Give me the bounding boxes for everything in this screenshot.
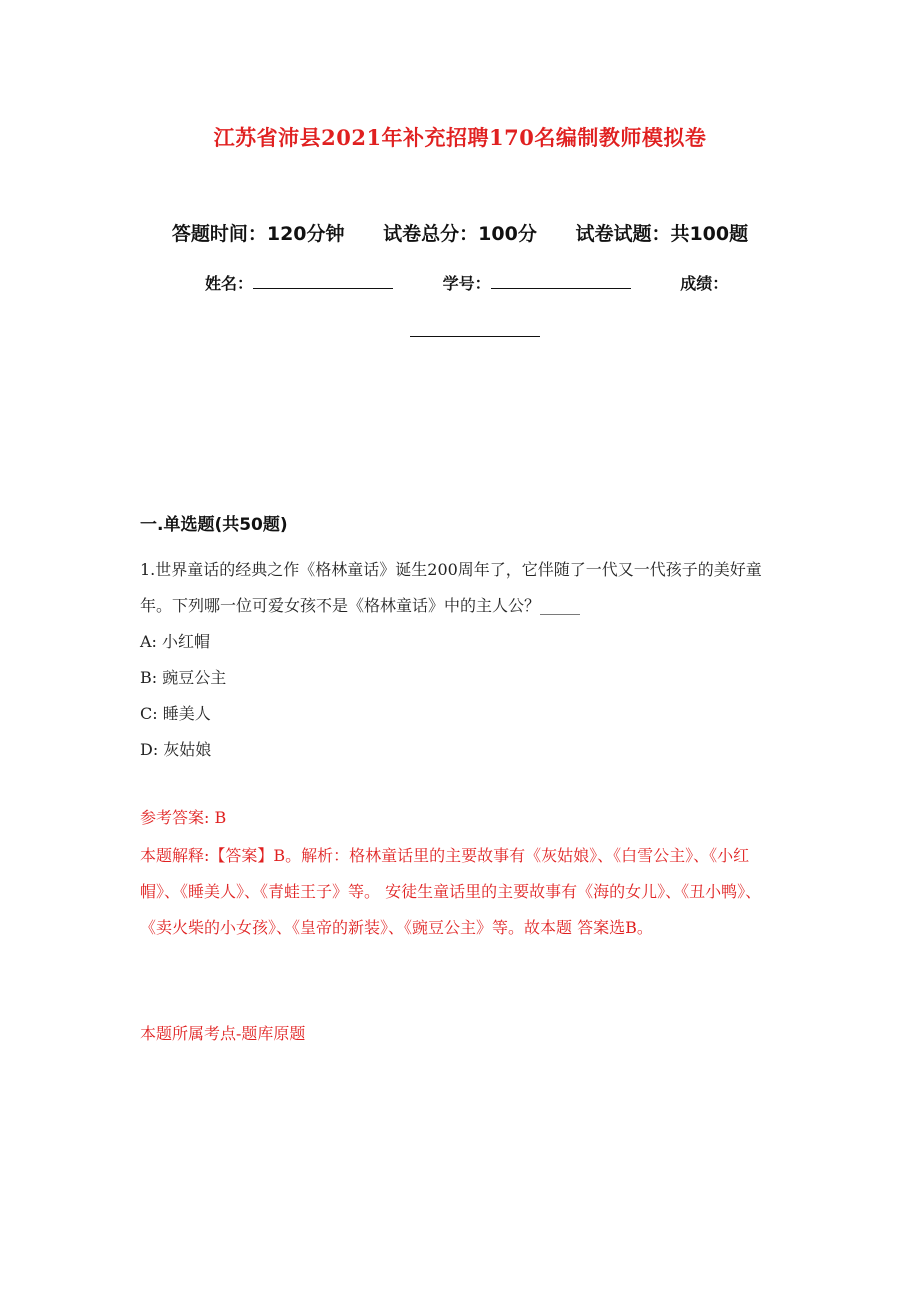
- exam-total-score: 试卷总分：100分: [383, 223, 537, 245]
- option-a: A: 小红帽: [140, 632, 211, 651]
- student-id-blank: [491, 274, 631, 289]
- student-id-field: [443, 271, 631, 294]
- exam-info-line: [0, 219, 920, 246]
- question-category: 本题所属考点-题库原题: [140, 1024, 306, 1043]
- reference-answer: 参考答案: B: [140, 808, 227, 827]
- question-stem: 1.世界童话的经典之作《格林童话》诞生200周年了，它伴随了一代又一代孩子的美好童年。下列哪一位可爱女孩不是《格林童话》中的主人公？_____: [140, 560, 762, 615]
- name-field: [205, 271, 393, 294]
- option-b: B: 豌豆公主: [140, 668, 227, 687]
- document-title: 江苏省沛县2021年补充招聘170名编制教师模拟卷: [213, 125, 707, 150]
- student-id-label: 学号：: [442, 274, 491, 293]
- question-block: [140, 552, 780, 768]
- name-label: 姓名：: [205, 274, 254, 293]
- answer-block: [140, 800, 780, 946]
- score-field: [680, 271, 728, 294]
- option-c: C: 睡美人: [140, 704, 211, 723]
- score-label: 成绩：: [680, 274, 729, 293]
- option-d: D: 灰姑娘: [140, 740, 212, 759]
- score-blank: [410, 322, 540, 337]
- section-heading: 一.单选题(共50题): [140, 515, 288, 535]
- name-blank: [253, 274, 393, 289]
- answer-explanation: 本题解释:【答案】B。解析：格林童话里的主要故事有《灰姑娘》、《白雪公主》、《小红帽》、《睡美人》、《青蛙王子》等。 安徒生童话里的主要故事有《海的女儿》、《丑小鸭》、《卖火柴的小女孩》、《皇帝的新装》、《豌豆公主》等。故本题 答案选B。: [140, 846, 762, 937]
- exam-question-count: 试卷试题：共100题: [575, 223, 749, 245]
- exam-time: 答题时间：120分钟: [171, 223, 345, 245]
- candidate-fields: [205, 271, 728, 294]
